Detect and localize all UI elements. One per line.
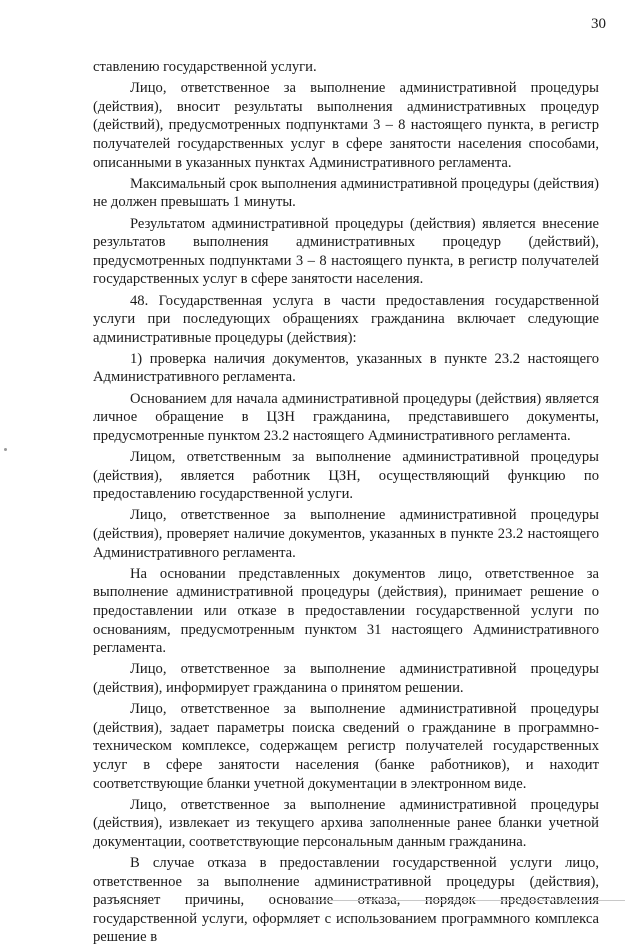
paragraph: Лицо, ответственное за выполнение административной процедуры (действия), проверяет наличие документов, указанных в пункте 23.2 настоящего Административного регламента. (93, 507, 599, 561)
paragraph: ставлению государственной услуги. (93, 59, 317, 75)
paragraph: Основанием для начала административной процедуры (действия) является личное обращение в ЦЗН гражданина, представившего документы, предусмотренные пунктом 23.2 настоящего Административного регламента. (93, 390, 599, 444)
paragraph: Лицо, ответственное за выполнение административной процедуры (действия), вносит результаты выполнения административных процедур (действий), предусмотренных подпунктами 3 – 8 настоящего пункта, в регистр получателей государственных услуг в сфере занятости населения способами, описанными в указанных пунктах Административного регламента. (93, 80, 599, 171)
scan-edge-line (305, 900, 625, 901)
paragraph: Лицом, ответственным за выполнение административной процедуры (действия), является работник ЦЗН, осуществляющий функцию по предоставлению государственной услуги. (93, 449, 599, 503)
paragraph: Максимальный срок выполнения административной процедуры (действия) не должен превышать 1 минуты. (93, 175, 599, 211)
paragraph: 1) проверка наличия документов, указанных в пункте 23.2 настоящего Административного регламента. (93, 350, 599, 386)
paragraph: Лицо, ответственное за выполнение административной процедуры (действия), задает параметры поиска сведений о гражданине в программно-техническом комплексе, содержащем регистр получателей государственных услуг в сфере занятости населения (банке работников), и находит соответствующие бланки учетной документации в электронном виде. (93, 701, 599, 792)
document-body (93, 58, 599, 950)
scan-speck (4, 448, 7, 451)
paragraph: В случае отказа в предоставлении государственной услуги лицо, ответственное за выполнение административной процедуры (действия), разъясняет причины, основание отказа, порядок предоставления государственной услуги, оформляет с использованием программного комплекса решение в (93, 855, 599, 946)
page-number: 30 (591, 16, 606, 32)
paragraph: На основании представленных документов лицо, ответственное за выполнение административной процедуры (действия), принимает решение о предоставлении или отказе в предоставлении государственной услуги по основаниям, предусмотренным пунктом 31 настоящего Административного регламента. (93, 565, 599, 657)
paragraph: 48. Государственная услуга в части предоставления государственной услуги при последующих обращениях гражданина включает следующие административные процедуры (действия): (93, 292, 599, 346)
paragraph: Лицо, ответственное за выполнение административной процедуры (действия), информирует гражданина о принятом решении. (93, 661, 599, 696)
paragraph: Результатом административной процедуры (действия) является внесение результатов выполнения административных процедур (действий), предусмотренных подпунктами 3 – 8 настоящего пункта, в регистр получателей государственных услуг в сфере занятости населения. (93, 215, 599, 288)
paragraph: Лицо, ответственное за выполнение административной процедуры (действия), извлекает из текущего архива заполненные ранее бланки учетной документации, соответствующие персональным данным гражданина. (93, 796, 599, 850)
